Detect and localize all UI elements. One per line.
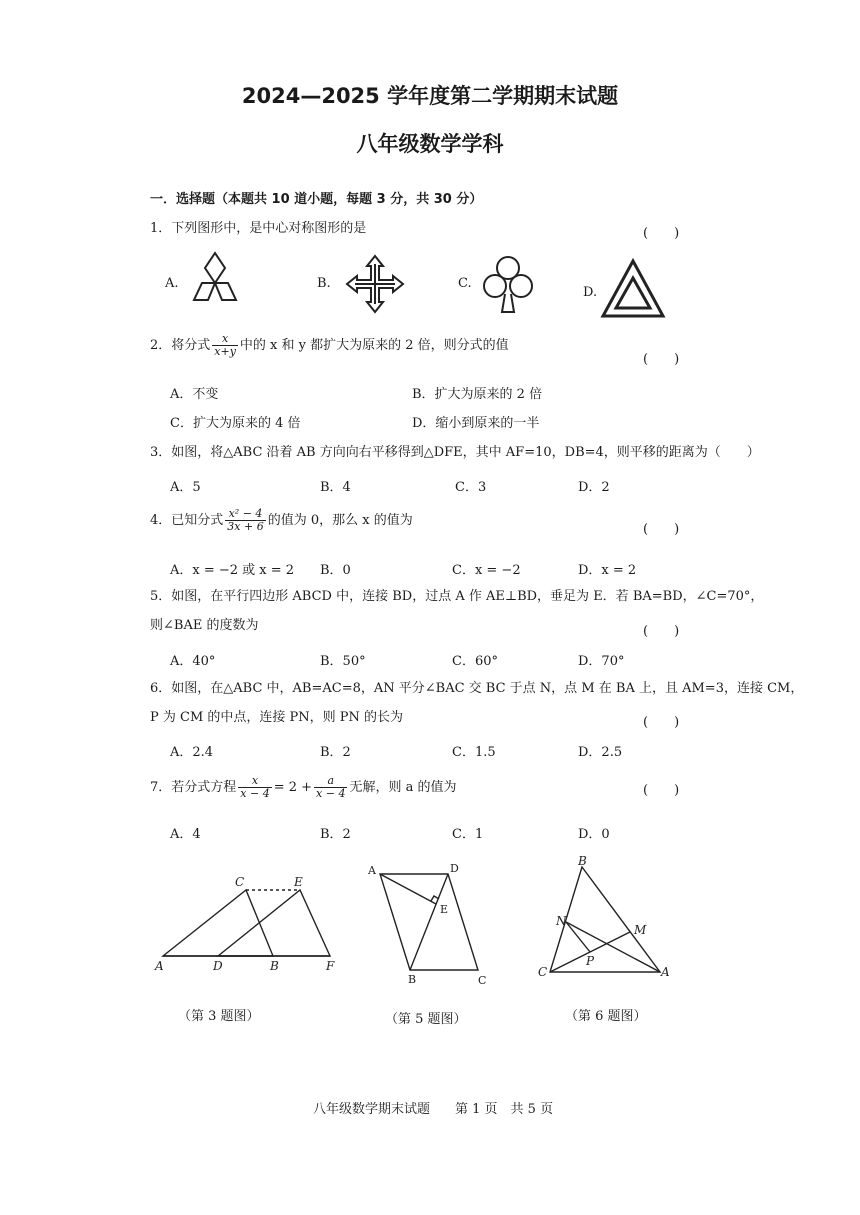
q2-frac-num: x — [212, 333, 238, 346]
q4-post: 的值为 0，那么 x 的值为 — [267, 513, 413, 528]
q7-fraction-2 — [314, 775, 347, 800]
q7-pre: 7．若分式方程 — [150, 780, 237, 795]
q3-option-b: B．4 — [320, 480, 351, 495]
q4-option-a: A．x = −2 或 x = 2 — [170, 563, 295, 578]
q2-option-c: C．扩大为原来的 4 倍 — [170, 416, 301, 431]
q7-option-c: C．1 — [452, 827, 484, 842]
q4-frac-den: 3x + 6 — [227, 520, 264, 533]
exam-title: 2024—2025 学年度第二学期期末试题 — [241, 84, 619, 108]
fig3-label-a: A — [155, 959, 164, 973]
fig5-label-b: B — [408, 973, 417, 986]
question-6-answer-paren: ( ) — [643, 715, 680, 730]
q4-option-b: B．0 — [320, 563, 351, 578]
q2-option-d: D．缩小到原来的一半 — [412, 416, 540, 431]
q4-option-d: D．x = 2 — [578, 563, 637, 578]
figure-5 — [360, 858, 500, 988]
q1-option-c-label: C. — [458, 276, 472, 291]
q7-frac2-num: a — [314, 775, 347, 788]
exam-subtitle: 八年级数学学科 — [356, 132, 504, 156]
question-7-text — [150, 775, 456, 800]
fig6-label-c: C — [538, 965, 548, 979]
q1-option-d-label: D. — [583, 285, 598, 300]
fig5-label-e: E — [440, 903, 449, 916]
q5-option-d: D．70° — [578, 654, 625, 669]
question-4-answer-paren: ( ) — [643, 522, 680, 537]
q7-frac2-den: x − 4 — [316, 787, 346, 800]
fig6-label-m: M — [634, 923, 647, 937]
q7-frac1-den: x − 4 — [240, 787, 270, 800]
question-2-text — [150, 333, 509, 358]
figure-6 — [530, 855, 680, 985]
q2-post: 中的 x 和 y 都扩大为原来的 2 倍，则分式的值 — [239, 338, 509, 353]
question-5-line-1: 5．如图，在平行四边形 ABCD 中，连接 BD，过点 A 作 AE⊥BD，垂足为 E．若 BA=BD，∠C=70°， — [150, 589, 764, 604]
q2-option-a: A．不变 — [170, 387, 219, 402]
q7-fraction-1 — [238, 775, 271, 800]
q6-option-a: A．2.4 — [170, 745, 214, 760]
fig3-label-d: D — [213, 959, 223, 973]
figure-3-caption: （第 3 题图） — [178, 1009, 260, 1024]
q6-option-d: D．2.5 — [578, 745, 623, 760]
fig3-label-c: C — [235, 875, 245, 889]
fig3-label-b: B — [270, 959, 279, 973]
fig3-label-f: F — [326, 959, 335, 973]
footer-page-number: 第 1 页 共 5 页 — [455, 1102, 554, 1117]
q4-fraction — [225, 508, 265, 533]
q7-option-d: D．0 — [578, 827, 610, 842]
fig5-label-a: A — [368, 864, 376, 877]
q1-option-a-label: A. — [165, 276, 179, 291]
section-heading: 一．选择题（本题共 10 道小题，每题 3 分，共 30 分） — [150, 192, 483, 207]
q4-pre: 4．已知分式 — [150, 513, 224, 528]
question-2-answer-paren: ( ) — [643, 352, 680, 367]
question-5-line-2: 则∠BAE 的度数为 — [150, 618, 259, 633]
q1-option-b-label: B. — [317, 276, 331, 291]
q2-option-b: B．扩大为原来的 2 倍 — [412, 387, 543, 402]
q3-option-c: C．3 — [455, 480, 487, 495]
q7-option-a: A．4 — [170, 827, 201, 842]
fig6-label-n: N — [556, 914, 567, 928]
q3-option-a: A．5 — [170, 480, 201, 495]
question-5-answer-paren: ( ) — [643, 624, 680, 639]
q6-option-b: B．2 — [320, 745, 351, 760]
q7-post: 无解，则 a 的值为 — [349, 780, 457, 795]
figure-6-caption: （第 6 题图） — [565, 1009, 647, 1024]
fig5-label-d: D — [450, 862, 459, 875]
figure-3 — [150, 870, 350, 980]
question-1-answer-paren: ( ) — [643, 226, 680, 241]
q5-option-b: B．50° — [320, 654, 366, 669]
fig6-label-b: B — [578, 855, 587, 868]
fig6-label-a: A — [661, 965, 670, 979]
q7-option-b: B．2 — [320, 827, 351, 842]
q5-option-a: A．40° — [170, 654, 216, 669]
fig6-label-p: P — [586, 954, 595, 968]
fig5-label-c: C — [478, 974, 487, 987]
q1-option-d-figure — [600, 258, 670, 322]
question-4-text — [150, 508, 413, 533]
question-3-text: 3．如图，将△ABC 沿着 AB 方向向右平移得到△DFE，其中 AF=10，DB=4，则平移的距离为（ ） — [150, 445, 760, 460]
q2-frac-den: x+y — [214, 345, 236, 358]
footer-exam-name: 八年级数学期末试题 — [313, 1102, 431, 1117]
q1-option-b-figure — [345, 254, 405, 316]
q6-option-c: C．1.5 — [452, 745, 496, 760]
q1-option-a-figure — [190, 250, 250, 310]
q4-option-c: C．x = −2 — [452, 563, 521, 578]
q2-pre: 2．将分式 — [150, 338, 211, 353]
question-6-line-1: 6．如图，在△ABC 中，AB=AC=8，AN 平分∠BAC 交 BC 于点 N，点 M 在 BA 上，且 AM=3，连接 CM， — [150, 681, 804, 696]
q3-option-d: D．2 — [578, 480, 610, 495]
q5-option-c: C．60° — [452, 654, 498, 669]
q7-mid: = 2 + — [273, 780, 313, 795]
question-7-answer-paren: ( ) — [643, 783, 680, 798]
figure-5-caption: （第 5 题图） — [385, 1012, 467, 1027]
q2-fraction — [212, 333, 238, 358]
question-1-text: 1．下列图形中，是中心对称图形的是 — [150, 221, 367, 236]
q7-frac1-num: x — [238, 775, 271, 788]
fig3-label-e: E — [294, 875, 303, 889]
q1-option-c-figure — [478, 254, 538, 316]
q4-frac-num: x² − 4 — [225, 508, 265, 521]
question-6-line-2: P 为 CM 的中点，连接 PN，则 PN 的长为 — [150, 710, 404, 725]
